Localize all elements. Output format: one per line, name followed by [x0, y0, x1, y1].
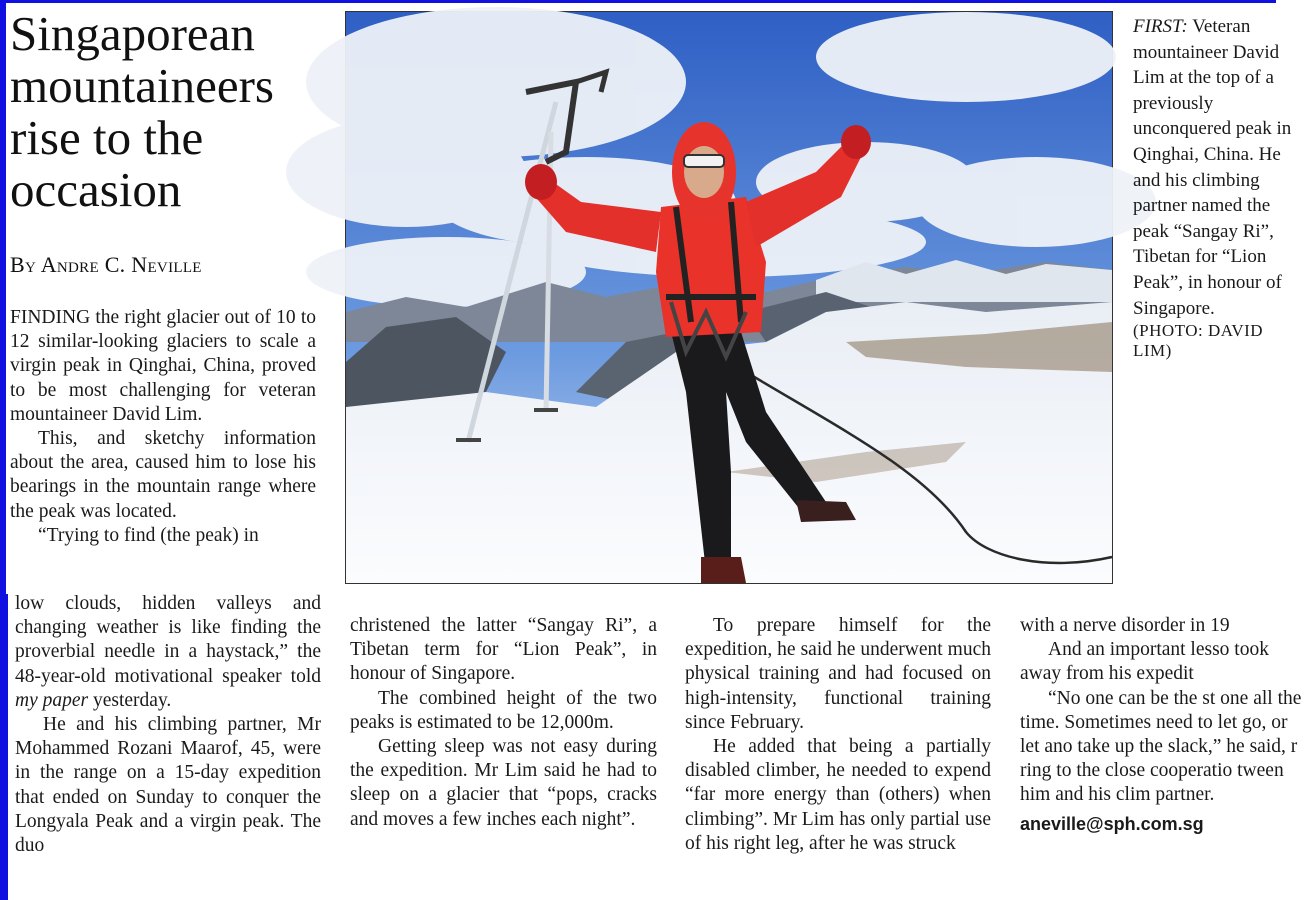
paragraph: This, and sketchy information about the area, caused him to lose his bearings in the mountain range where the peak was located.: [10, 428, 316, 522]
article-column-4: [1020, 614, 1310, 836]
article-column-1-top: [10, 306, 316, 548]
article-column-2: [350, 614, 657, 832]
paragraph: [15, 592, 321, 713]
article-column-1-bottom: [15, 592, 321, 858]
paragraph: “Trying to find (the peak) in: [38, 524, 259, 546]
caption-body: Veteran mountaineer David Lim at the top of a previously unconquered peak in Qinghai, China. He and his climbing partner named the peak “Sangay Ri”, Tibetan for “Lion Peak”, in honour of Singapore.: [1133, 16, 1292, 319]
publication-name: my paper: [15, 689, 89, 711]
paragraph: with a nerve disorder in 19: [1020, 615, 1230, 636]
caption-lead: FIRST:: [1133, 16, 1188, 37]
headline: Singaporean mountaineers rise to the occasion: [10, 6, 274, 217]
paragraph: He and his climbing partner, Mr Mohammed Rozani Maarof, 45, were in the range on a 15-day expedition that ended on Sunday to conquer the Longyala Peak and a virgin peak. The duo: [15, 714, 321, 857]
paragraph: christened the latter “Sangay Ri”, a Tibetan term for “Lion Peak”, in honour of Singapore.: [350, 615, 657, 685]
paragraph: And an important lesso took away from his expedit: [1020, 639, 1269, 685]
page-frame-top: [0, 0, 1276, 3]
paragraph: He added that being a partially disabled climber, he needed to expend “far more energy than (others) when climbing”. Mr Lim has only partial use of his right leg, after he was struck: [685, 736, 991, 854]
paragraph: Getting sleep was not easy during the expedition. Mr Lim said he had to sleep on a glacier that “pops, cracks and moves a few inches each night”.: [350, 736, 657, 830]
article-column-3: [685, 614, 991, 856]
page-frame-left-lower: [0, 594, 8, 900]
paragraph: FINDING the right glacier out of 10 to 12 similar-looking glaciers to scale a virgin peak in Qinghai, China, proved to be most challenging for veteran mountaineer David Lim.: [10, 307, 316, 425]
paragraph: “No one can be the st one all the time. Sometimes need to let go, or let ano take up the slack,” he said, r ring to the close cooperatio tween him and his clim partner.: [1020, 687, 1302, 806]
text-run: yesterday.: [88, 689, 172, 711]
byline: By Andre C. Neville: [10, 252, 202, 277]
mountaineer-summit-image: [346, 12, 1112, 583]
text-run: low clouds, hidden valleys and changing weather is like finding the proverbial needle in a haystack,” the 48-year-old motivational speaker told: [15, 593, 321, 687]
photo-credit: (PHOTO: DAVID LIM): [1133, 321, 1264, 361]
paragraph: To prepare himself for the expedition, he said he underwent much physical training and had focused on high-intensity, functional training since February.: [685, 615, 991, 733]
article-photo: [345, 11, 1113, 584]
author-email: aneville@sph.com.sg: [1020, 813, 1204, 834]
photo-caption: [1133, 14, 1303, 361]
paragraph: The combined height of the two peaks is estimated to be 12,000m.: [350, 687, 657, 733]
caption-text: [1133, 14, 1303, 321]
